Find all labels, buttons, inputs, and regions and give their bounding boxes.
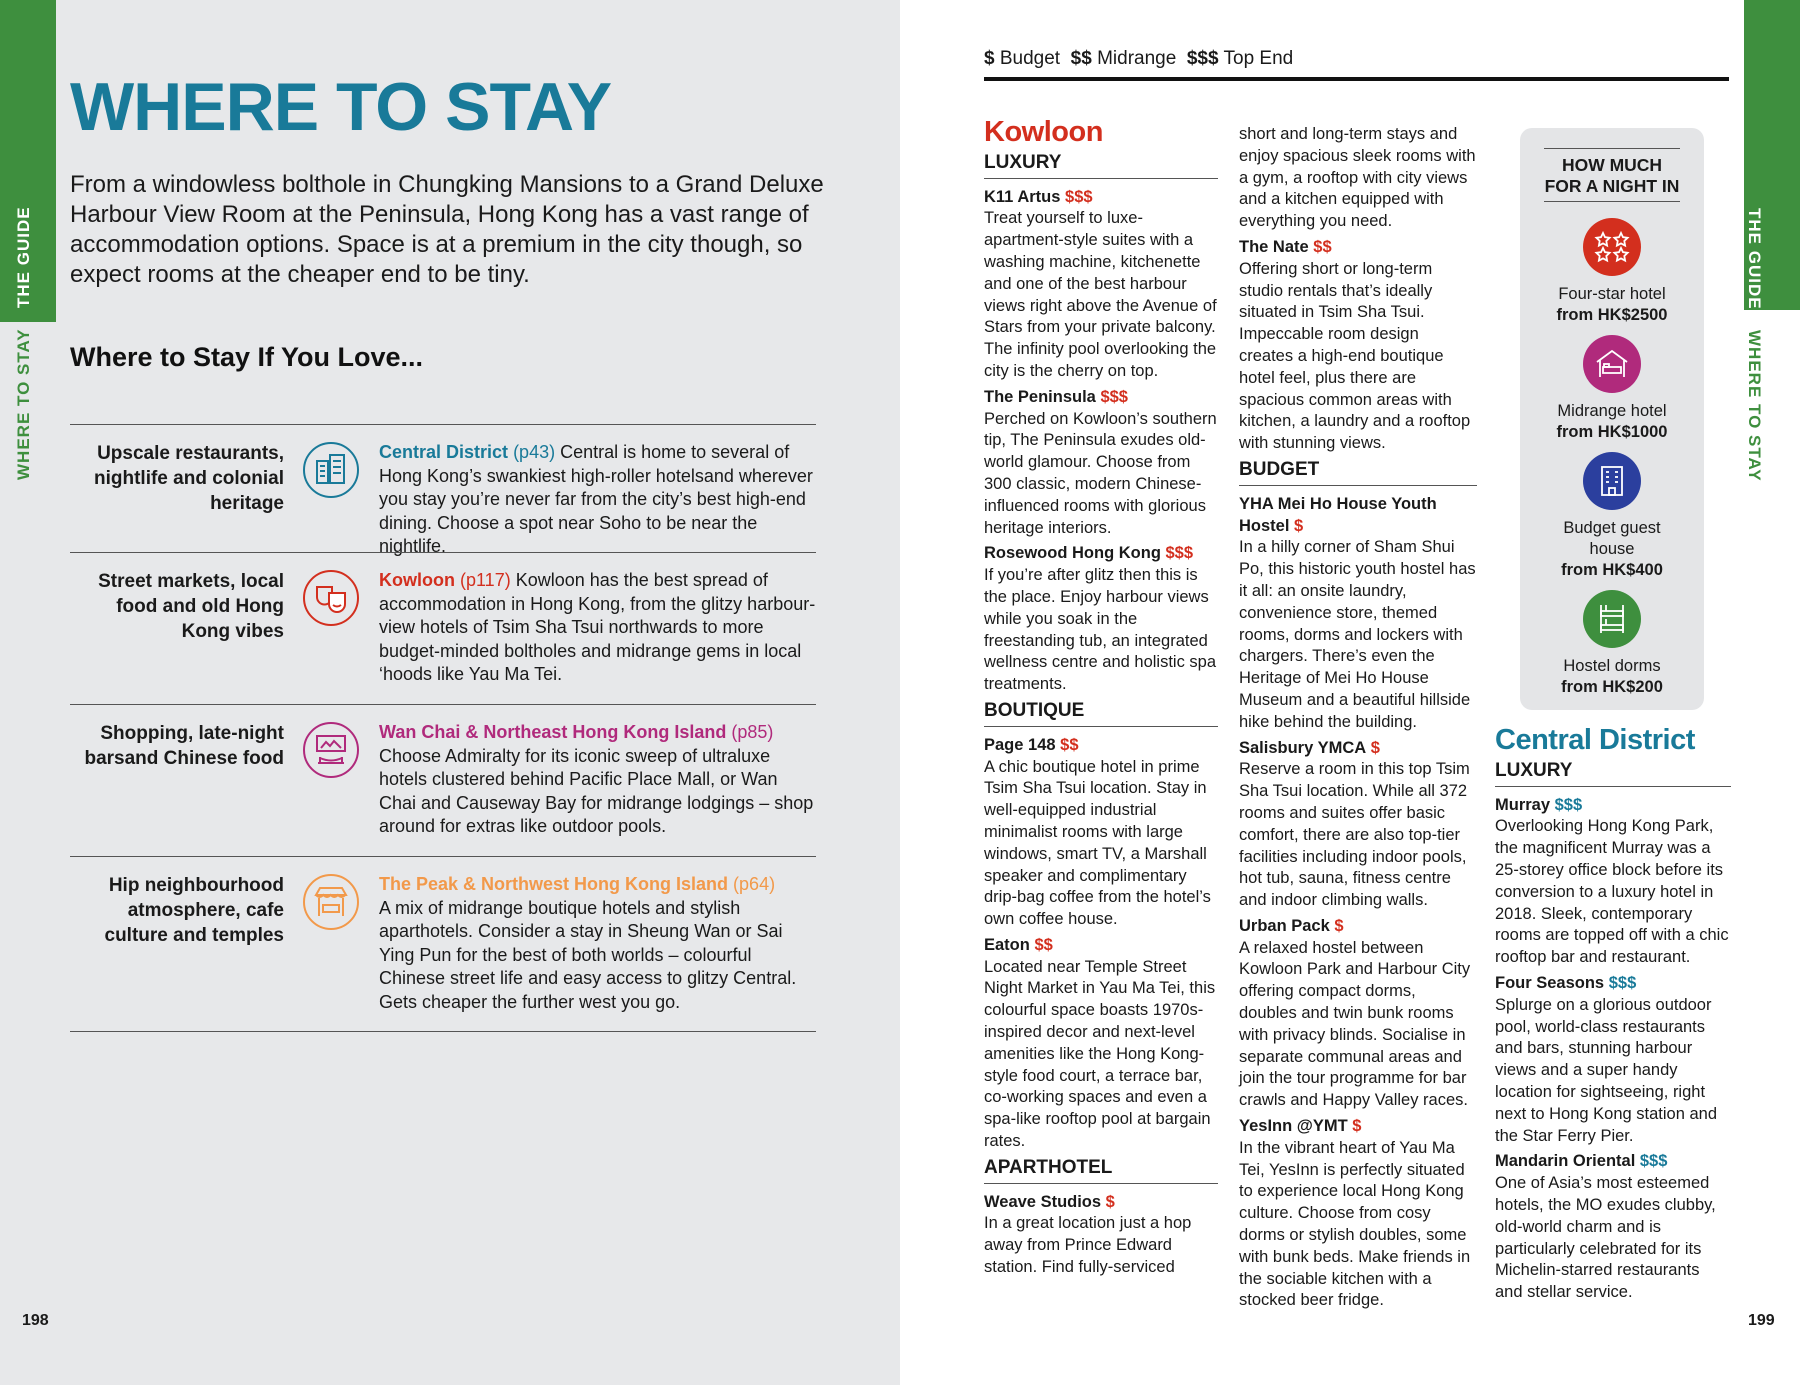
bed-icon [1583,335,1641,393]
side-label-guide: THE GUIDE [1745,208,1764,310]
price-tag: $$$ [1100,387,1128,406]
love-description [379,873,819,1014]
page-title: WHERE TO STAY [70,69,612,145]
hotel-description: If you’re after glitz then this is the place. Enjoy harbour views while you soak in the freestanding tub, an integrated wellness centre and holistic spa treatments. [984,566,1217,694]
page-ref: (p117) [460,570,511,590]
hotel-name: YesInn @YMT [1239,1117,1348,1136]
hotel-description: In the vibrant heart of Yau Ma Tei, YesInn is perfectly situated to experience local Hong Kong culture. Choose from cosy dorms or stylish doubles, some with bunk beds. Make friends in the sociable kitchen with a stocked beer fridge. [1239,1138,1471,1310]
price-guide-from: from HK$2500 [1556,306,1668,324]
love-table [70,424,816,1032]
love-label: Upscale restaurants, nightlife and colonial heritage [94,443,284,514]
category-heading: LUXURY [1495,760,1731,787]
hotel-entry [984,935,1218,1153]
hotel-entry [984,387,1218,540]
side-label-guide: THE GUIDE [14,206,33,308]
hotel-entry [984,187,1218,383]
price-guide-item [1520,590,1704,698]
hotel-entry [1239,738,1477,912]
page-ref: (p43) [513,442,556,462]
hotel-entry [984,735,1218,931]
price-tag: $ [1334,916,1344,935]
right-page [900,0,1800,1385]
love-description [379,569,819,687]
page-number-right: 199 [1748,1312,1775,1329]
destination-link[interactable]: Central District [379,442,509,462]
price-guide-item [1520,335,1704,443]
hotel-description: In a hilly corner of Sham Shui Po, this historic youth hostel has it all: an onsite laundry, convenience store, themed rooms, dorms and lockers with chargers. There’s even the Heritage of Mei Ho House Museum and a beautiful hillside hike behind the building. [1239,538,1476,731]
stars-icon [1583,218,1641,276]
category-heading: LUXURY [984,152,1218,179]
price-tag: $$$ [1639,1152,1668,1171]
price-guide-from: from HK$200 [1561,678,1663,696]
price-guide-from: from HK$1000 [1556,423,1668,441]
how-much-title: HOW MUCH FOR A NIGHT IN [1544,148,1680,202]
love-text: Choose Admiralty for its iconic sweep of ultraluxe hotels clustered behind Pacific Place Mall, or Wan Chai and Causeway Bay for midrange lodgings – shop around for extras like outdoor pools. [379,745,814,836]
love-row [70,856,816,1032]
hotel-description: Reserve a room in this top Tsim Sha Tsui location. While all 372 rooms and suites offer basic comfort, there are also top-tier facilities including indoor pools, hot tub, sauna, fitness centre and indoor climbing walls. [1239,760,1470,910]
legend-label: Budget [999,48,1061,69]
hotel-entry [1495,795,1731,969]
price-tag: $$$ [1554,795,1583,814]
hotel-name: Mandarin Oriental [1495,1152,1636,1171]
price-tag: $ [1105,1192,1115,1211]
category-heading: APARTHOTEL [984,1157,1218,1184]
hotel-description: Offering short or long-term studio rentals that’s ideally situated in Tsim Sha Tsui. Impeccable room design creates a high-end boutique hotel feel, plus there are spacious common areas with kitchen, a laundry and a rooftop with stunning views. [1239,259,1471,453]
legend-label: Midrange [1097,48,1177,69]
love-text: A mix of midrange boutique hotels and stylish aparthotels. Consider a stay in Sheung Wan or Sai Ying Pun for the best of both worlds – colourful Chinese street life and easy access to glitzy Central. Gets cheaper the further west you go. [379,897,797,1012]
love-row [70,424,816,556]
theatre-masks-icon [302,569,360,627]
destination-link[interactable]: The Peak & Northwest Hong Kong Island [379,874,729,894]
hotel-entry [1239,916,1477,1112]
bunk-bed-icon [1583,590,1641,648]
love-label: Shopping, late-night barsand Chinese food [84,723,284,769]
hotel-description: Splurge on a glorious outdoor pool, world-class restaurants and bars, stunning harbour views and a super handy location for sightseeing, right next to Hong Kong station and the Star Ferry Pier. [1495,995,1717,1145]
love-description [379,721,819,839]
hotel-entry [1495,1151,1731,1304]
price-tag: $$$ [1608,973,1637,992]
hotel-name: Murray [1495,795,1551,814]
hotel-entry [984,543,1218,696]
price-tag: $$ [1034,935,1053,954]
hotel-description: Treat yourself to luxe-apartment-style suites with a washing machine, kitchenette and one of the best harbour views right above the Avenue of Stars from your private balcony. The infinity pool overlooking the city is the cherry on top. [984,209,1217,380]
hotel-description: short and long-term stays and enjoy spacious sleek rooms with a gym, a rooftop with city views and a kitchen equipped with everything you need. [1239,125,1476,231]
side-label-section: WHERE TO STAY [14,328,33,480]
hotel-name: Eaton [984,935,1030,954]
destination-link[interactable]: Kowloon [379,570,455,590]
hotel-name: Salisbury YMCA [1239,738,1367,757]
hotel-description: Located near Temple Street Night Market in Yau Ma Tei, this colourful space boasts 1970s-inspired decor and next-level amenities like the Hong Kong-style food court, a terrace bar, co-working spaces and even a spa-like rooftop pool at bargain rates. [984,957,1216,1151]
love-label: Street markets, local food and old Hong Kong vibes [98,571,284,642]
hotel-description: One of Asia’s most esteemed hotels, the MO exudes clubby, old-world charm and is particularly celebrated for its Michelin-starred restaurants and stellar service. [1495,1174,1716,1302]
hotel-name: The Nate [1239,237,1309,256]
hotel-name: Weave Studios [984,1192,1102,1211]
hotel-entry [1495,973,1731,1147]
price-tag: $$$ [1165,544,1194,563]
price-legend [984,48,1293,70]
area-heading: Kowloon [984,116,1103,148]
hotel-entry [984,1192,1218,1279]
side-label-section: WHERE TO STAY [1745,330,1764,482]
hotel-name: Page 148 [984,735,1056,754]
legend-label: Top End [1223,48,1294,69]
hotel-entry [1239,237,1477,455]
price-tag: $$$ [1065,187,1093,206]
hotel-name: Four Seasons [1495,973,1605,992]
page-number-left: 198 [22,1312,49,1329]
price-guide-label: Hostel dorms [1563,657,1661,675]
legend-symbol: $$$ [1186,48,1219,69]
price-guide-label: Budget guest house [1563,519,1661,558]
building-icon [1583,452,1641,510]
love-text: Kowloon has the best spread of accommodation in Hong Kong, from the glitzy harbour-view hotels of Tsim Sha Tsui northwards to more budget-minded boltholes and midrange gems in local ‘hoods like Yau Ma Tei. [379,570,816,684]
price-guide-label: Four-star hotel [1558,285,1666,303]
hotel-name: YHA Mei Ho House Youth Hostel [1239,494,1437,535]
price-guide-label: Midrange hotel [1557,402,1667,420]
hotel-name: K11 Artus [984,187,1061,206]
page-ref: (p64) [733,874,776,894]
hotel-name: Urban Pack [1239,916,1330,935]
column-central [1495,724,1731,1308]
love-section-title: Where to Stay If You Love... [70,342,424,372]
price-tag: $ [1370,738,1380,757]
area-heading: Central District [1495,724,1695,756]
category-heading: BUDGET [1239,459,1477,486]
column-kowloon-continued [1239,124,1477,1316]
buildings-icon [302,441,360,499]
hotel-description: A relaxed hostel between Kowloon Park and Harbour City offering compact dorms, doubles and twin bunk rooms with privacy blinds. Socialise in separate communal areas and join the tour programme for bar crawls and Happy Valley races. [1239,938,1471,1110]
hotel-name: The Peninsula [984,387,1096,406]
page-ref: (p85) [731,722,774,742]
hotel-entry [1239,1116,1477,1312]
hotel-name: Rosewood Hong Kong [984,544,1161,563]
hotel-description: Perched on Kowloon’s southern tip, The Peninsula exudes old-world glamour. Choose from 300 classic, modern Chinese-influenced rooms with glorious heritage interiors. [984,409,1217,537]
price-tag: $ [1294,516,1304,535]
gallery-icon [302,721,360,779]
column-kowloon [984,116,1218,1283]
price-guide-item [1520,452,1704,581]
love-text: Central is home to several of Hong Kong’s swankiest high-roller hotelsand wherever you stay you’re never far from the city’s best high-end dining. Choose a spot near Soho to be near the nightlife. [379,442,813,556]
price-guide-from: from HK$400 [1561,561,1663,579]
hotel-description: In a great location just a hop away from Prince Edward station. Find fully-serviced [984,1214,1192,1277]
hotel-description: Overlooking Hong Kong Park, the magnificent Murray was a 25-storey office block before its conversion to a luxury hotel in 2018. Sleek, contemporary rooms are topped off with a chic rooftop bar and restaurant. [1495,817,1729,967]
price-tag: $$ [1313,237,1332,256]
legend-symbol: $ [984,48,995,69]
category-heading: BOUTIQUE [984,700,1218,727]
love-row [70,552,816,704]
love-label: Hip neighbourhood atmosphere, cafe culture and temples [104,875,284,946]
price-tag: $ [1352,1117,1362,1136]
love-description [379,441,819,559]
hotel-entry [1239,494,1477,734]
how-much-box [1520,128,1704,710]
intro-paragraph: From a windowless bolthole in Chungking Mansions to a Grand Deluxe Harbour View Room at the Peninsula, Hong Kong has a vast range of accommodation options. Space is at a premium in the city though, so expect rooms at the cheaper end to be tiny. [70,171,824,288]
destination-link[interactable]: Wan Chai & Northeast Hong Kong Island [379,722,727,742]
hotel-description: A chic boutique hotel in prime Tsim Sha Tsui location. Stay in well-equipped industrial minimalist rooms with large windows, smart TV, a Marshall speaker and complimentary drip-bag coffee from the hotel’s own coffee house. [984,757,1211,929]
legend-divider [984,77,1729,81]
legend-symbol: $$ [1070,48,1092,69]
price-tag: $$ [1060,735,1079,754]
price-guide-item [1520,218,1704,326]
market-stall-icon [302,873,360,931]
love-row [70,704,816,856]
